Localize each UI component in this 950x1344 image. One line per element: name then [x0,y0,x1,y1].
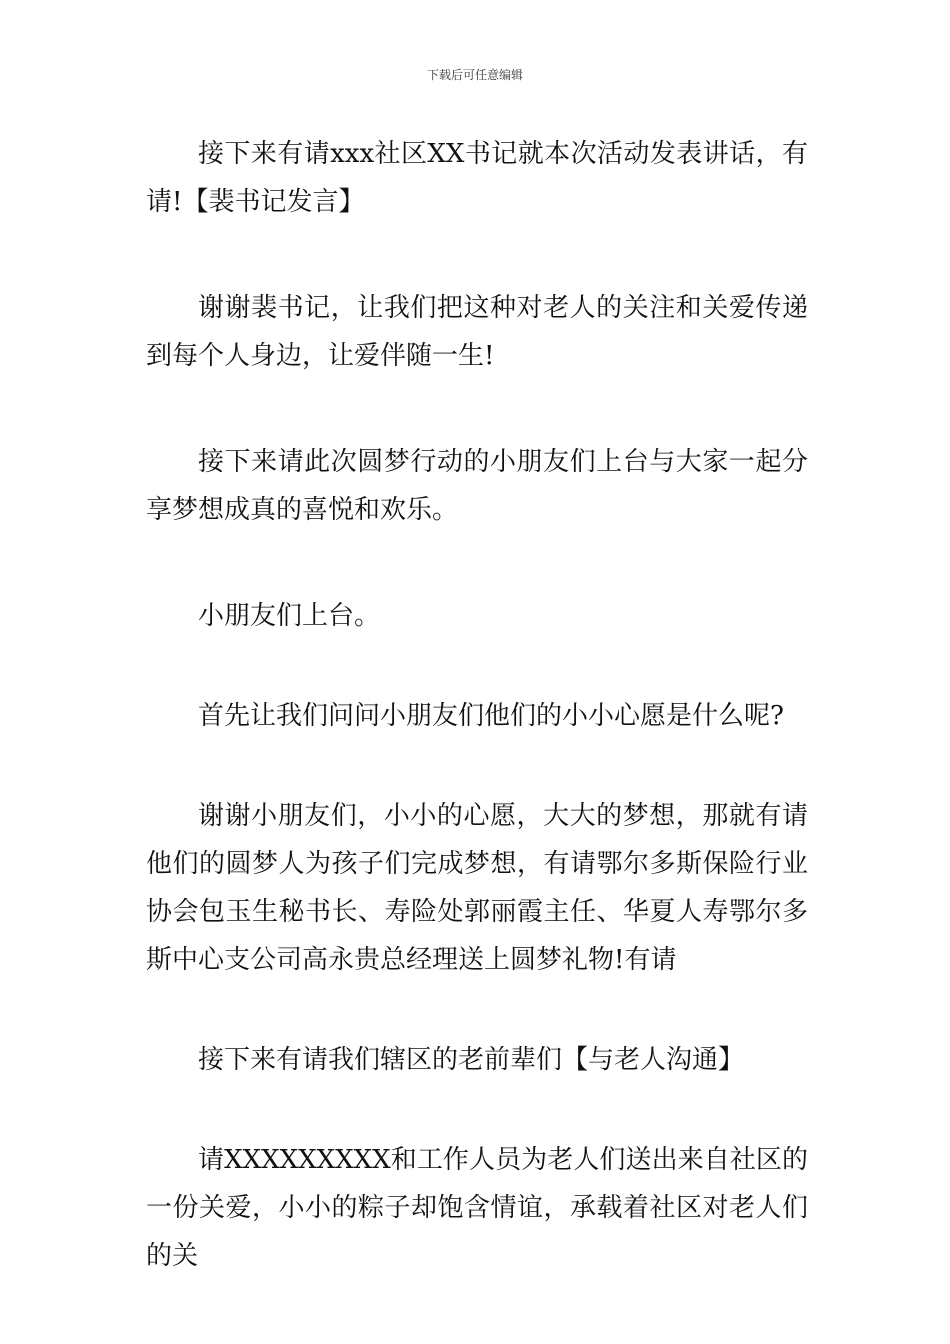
paragraph-3: 接下来请此次圆梦行动的小朋友们上台与大家一起分享梦想成真的喜悦和欢乐。 [146,447,808,525]
paragraph-6: 谢谢小朋友们，小小的心愿，大大的梦想，那就有请他们的圆梦人为孩子们完成梦想，有请鄂尔多斯保险行业协会包玉生秘书长、寿险处郭丽霞主任、华夏人寿鄂尔多斯中心支公司高永贵总经理送上圆梦礼物!有请 [146,801,808,975]
page-header: 下载后可任意编辑 [426,68,523,82]
paragraph-2: 谢谢裴书记，让我们把这种对老人的关注和关爱传递到每个人身边，让爱伴随一生! [146,293,808,371]
paragraph-7: 接下来有请我们辖区的老前辈们【与老人沟通】 [198,1045,745,1075]
paragraph-5: 首先让我们问问小朋友们他们的小小心愿是什么呢? [198,701,784,731]
paragraph-8: 请XXXXXXXXX和工作人员为老人们送出来自社区的一份关爱，小小的粽子却饱含情谊，承载着社区对老人们的关 [146,1145,808,1271]
paragraph-4: 小朋友们上台。 [198,601,381,631]
document-body [146,130,808,1338]
paragraph-1: 接下来有请xxx社区XX书记就本次活动发表讲话，有请!【裴书记发言】 [146,139,808,217]
